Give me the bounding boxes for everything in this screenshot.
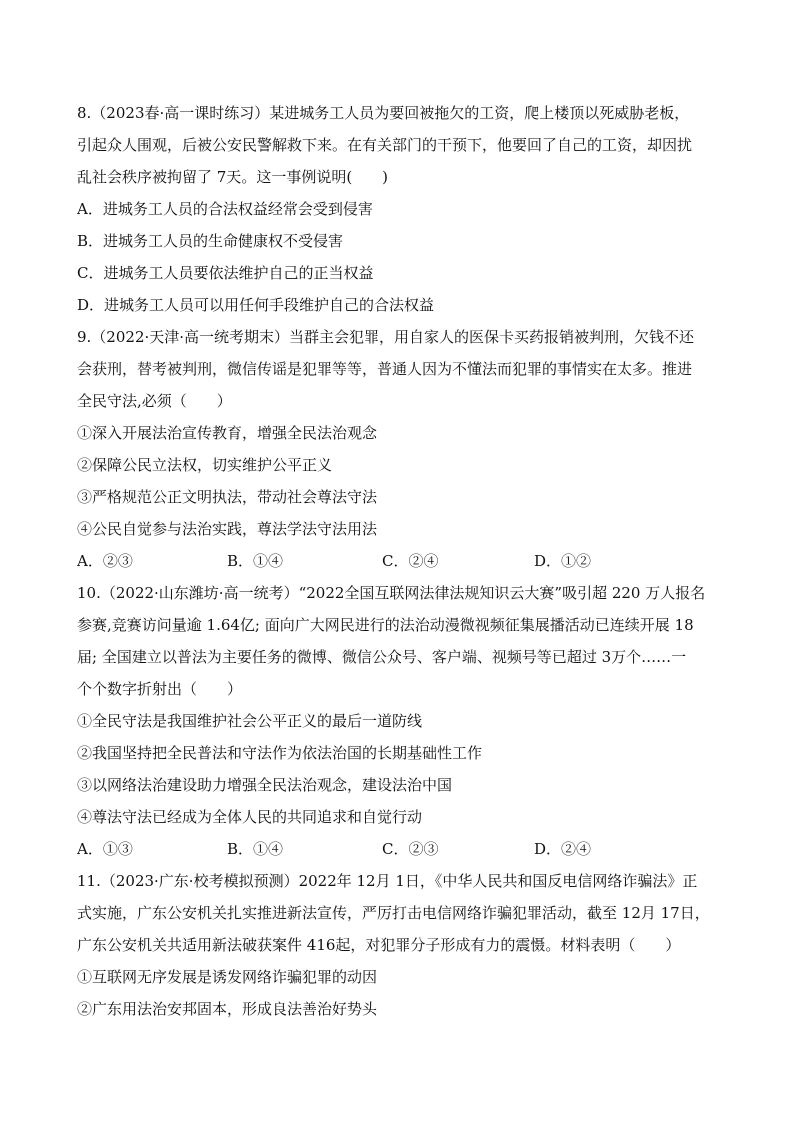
statement-item: ②广东用法治安邦固本，形成良法善治好势头 — [77, 1000, 378, 1018]
question-10 — [77, 577, 727, 865]
statement-item: ②我国坚持把全民普法和守法作为依法治国的长期基础性工作 — [77, 744, 483, 762]
question-stem-line: 个个数字折射出（ ） — [77, 680, 243, 698]
statement-item: ④尊法守法已经成为全体人民的共同追求和自觉行动 — [77, 808, 423, 826]
statement-item: ③以网络法治建设助力增强全民法治观念，建设法治中国 — [77, 776, 453, 794]
answer-option-a: A．②③ — [77, 552, 133, 570]
answer-option-d: D．①② — [534, 552, 592, 570]
question-list — [77, 97, 727, 1025]
statement-item: ③严格规范公正文明执法，带动社会尊法守法 — [77, 488, 378, 506]
question-stem-line: 广东公安机关共适用新法破获案件 416起，对犯罪分子形成有力的震慑。材料表明（ ） — [77, 936, 681, 954]
answer-option-b: B．①④ — [227, 552, 284, 570]
answer-choice-c: C．进城务工人员要依法维护自己的正当权益 — [77, 264, 374, 282]
question-11 — [77, 865, 727, 1025]
answer-choice-d: D．进城务工人员可以用任何手段维护自己的合法权益 — [77, 296, 435, 314]
question-8 — [77, 97, 727, 321]
answer-choice-a: A．进城务工人员的合法权益经常会受到侵害 — [77, 200, 373, 218]
answer-option-d: D．②④ — [534, 840, 592, 858]
statement-item: ②保障公民立法权，切实维护公平正义 — [77, 456, 333, 474]
question-stem-line: 会获刑，替考被判刑，微信传谣是犯罪等等，普通人因为不懂法而犯罪的事情实在太多。推进 — [77, 360, 693, 378]
question-9 — [77, 321, 727, 577]
answer-options-row — [77, 545, 727, 577]
question-stem-line: 9.（2022·天津·高一统考期末）当群主会犯罪，用自家人的医保卡买药报销被判刑，欠钱不还 — [77, 328, 695, 346]
question-stem-line: 参赛,竞赛访问量逾 1.64亿; 面向广大网民进行的法治动漫微视频征集展播活动已连续开展 18 — [77, 616, 694, 634]
question-stem-line: 式实施，广东公安机关扎实推进新法宣传，严厉打击电信网络诈骗犯罪活动，截至 12月 17日， — [77, 904, 710, 922]
statement-item: ①深入开展法治宣传教育，增强全民法治观念 — [77, 424, 378, 442]
question-stem-line: 届; 全国建立以普法为主要任务的微博、微信公众号、客户端、视频号等已超过 3万个……一 — [77, 648, 687, 666]
question-stem-line: 10.（2022·山东潍坊·高一统考）“2022全国互联网法律法规知识云大赛”吸引超 220 万人报名 — [77, 584, 706, 602]
answer-option-c: C．②④ — [382, 552, 439, 570]
answer-option-b: B．①④ — [227, 840, 284, 858]
statement-item: ①互联网无序发展是诱发网络诈骗犯罪的动因 — [77, 968, 378, 986]
answer-choice-b: B．进城务工人员的生命健康权不受侵害 — [77, 232, 344, 250]
question-stem-line: 全民守法,必须（ ） — [77, 392, 232, 410]
question-stem-line: 11.（2023·广东·校考模拟预测）2022年 12月 1日，《中华人民共和国反电信网络诈骗法》正 — [77, 872, 698, 890]
question-stem-line: 8.（2023春·高一课时练习）某进城务工人员为要回被拖欠的工资，爬上楼顶以死威胁老板， — [77, 104, 690, 122]
answer-option-a: A．①③ — [77, 840, 133, 858]
question-stem-line: 引起众人围观，后被公安民警解救下来。在有关部门的干预下，他要回了自己的工资，却因扰 — [77, 136, 693, 154]
answer-options-row — [77, 833, 727, 865]
statement-item: ①全民守法是我国维护社会公平正义的最后一道防线 — [77, 712, 423, 730]
question-stem-line: 乱社会秩序被拘留了 7天。这一事例说明( ) — [77, 168, 389, 186]
answer-option-c: C．②③ — [382, 840, 439, 858]
statement-item: ④公民自觉参与法治实践，尊法学法守法用法 — [77, 520, 378, 538]
